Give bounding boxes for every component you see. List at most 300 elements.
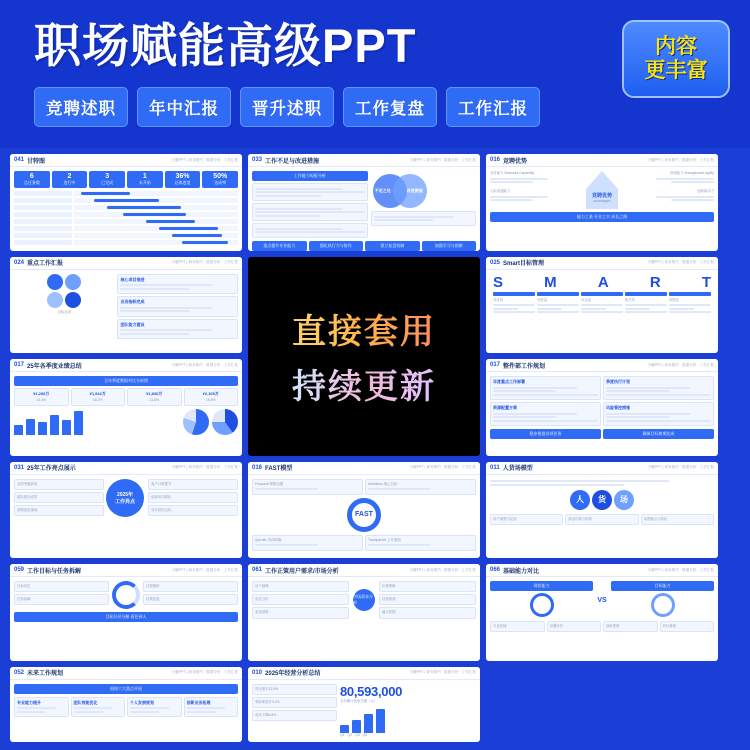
arrow-column: [562, 171, 641, 209]
footer-1: 确保目标如期达成: [603, 429, 714, 439]
smart-col-4: [669, 292, 711, 315]
donut-center: [106, 479, 144, 517]
slide-body: [248, 475, 480, 555]
slide-meta: 天曜PPT | 商务简约 · 数据分析 · 工作汇报: [409, 157, 476, 162]
slide-header: [10, 359, 242, 372]
kpi-value: 2: [67, 173, 72, 180]
quarter-value: ¥1,542万: [89, 391, 106, 397]
smart-col-0: [493, 292, 535, 315]
slide-number: 031: [14, 464, 25, 471]
block-title: 资源配置方案: [493, 405, 517, 411]
slide-meta: 天曜PPT | 商务简约 · 数据分析 · 工作汇报: [409, 567, 476, 572]
item-label: Transparent 公开透明: [368, 537, 401, 542]
donut-wrap: [106, 479, 146, 517]
pgp-circle-0: 人: [570, 490, 590, 510]
corner-label-1: 管理能力 Management Agility: [669, 171, 715, 175]
slide-header: [248, 667, 480, 680]
cycle-step-3: [143, 594, 238, 605]
right-column: [642, 171, 714, 209]
left-column: [252, 171, 368, 238]
cycle-graphic: [111, 581, 141, 609]
pgp-desc-0: [490, 514, 563, 525]
smart-col-label: 具体的: [493, 297, 504, 302]
slide-number: 059: [14, 567, 25, 574]
gantt-task-label: [14, 219, 72, 224]
vs-bottom-row: [490, 621, 714, 632]
fast-item-0: [252, 479, 363, 495]
bottom-card-0[interactable]: 重点提升专业能力: [252, 241, 307, 251]
slide-body: [10, 475, 242, 521]
corner-label-2: 人际沟通能力: [490, 189, 511, 194]
gantt-task-label: [14, 198, 72, 203]
hub-node-2: [252, 607, 349, 618]
smart-letter-0: S: [493, 273, 504, 291]
slide-title: 未来工作规划: [27, 671, 64, 678]
card-title: 团队能力建设: [120, 321, 145, 327]
vs-left-radar-icon: [530, 593, 554, 617]
plan-card-0[interactable]: [14, 697, 69, 718]
pgp-circles: [490, 490, 714, 510]
item-label: 业绩突破新高: [17, 481, 38, 486]
quarter-bar-chart: [14, 409, 180, 435]
slide-title: 甘特图: [27, 158, 46, 165]
fast-center-label: FAST: [355, 511, 373, 519]
vs-right: [611, 581, 714, 619]
kpi-label: 总任务数: [23, 180, 40, 185]
vs-right-title: 目标能力: [611, 581, 714, 591]
venn-diagram: [371, 171, 476, 211]
content-row: [14, 274, 238, 340]
left-column: [490, 171, 562, 209]
vs-row-1: [547, 621, 602, 632]
gantt-row: [74, 233, 238, 238]
quarter-growth: 12.4%: [36, 398, 47, 403]
smart-letters: [489, 273, 715, 292]
item-label: 流程优化落地: [17, 508, 38, 513]
slide-body: [248, 167, 480, 251]
highlight-4: [148, 492, 238, 503]
slide-title: 25年工作亮点展示: [27, 466, 76, 473]
item-label: Ambitious 雄心目标: [368, 481, 398, 486]
kpi-label: 总体进度: [174, 180, 191, 185]
item-label: 成本管控达标: [151, 508, 172, 513]
slide-thumbnail-010-financial-summary[interactable]: [248, 667, 480, 742]
smart-letter-4: T: [701, 273, 711, 291]
node-label: 渠道洞察: [255, 610, 269, 615]
bar-labels: [340, 733, 476, 738]
left-col: [14, 581, 109, 609]
gantt-kpi-3: [127, 171, 163, 188]
vs-row: [490, 581, 714, 619]
side-item-2: [252, 710, 337, 721]
gantt-row: [74, 226, 238, 231]
slide-thumbnail-031-highlights[interactable]: [10, 462, 242, 559]
vs-right-radar-icon: [651, 593, 675, 617]
card-title: 团队效能优化: [73, 699, 98, 705]
slide-body: [10, 372, 242, 439]
tag-1[interactable]: 年中汇报: [137, 87, 231, 127]
info-card: [252, 223, 368, 238]
pgp-desc-1: [565, 514, 638, 525]
kpi-label: 已完成: [101, 180, 114, 185]
tag-4[interactable]: 工作汇报: [446, 87, 540, 127]
info-card-1: [117, 296, 238, 317]
cycle-step-1: [14, 594, 109, 605]
hub-right: [379, 581, 476, 618]
gantt-task-label: [14, 240, 72, 245]
slide-number: 061: [252, 567, 263, 574]
slide-header: [486, 154, 718, 167]
block-title: 季度执行计划: [606, 379, 630, 385]
slide-thumbnail-061-market-analysis[interactable]: [248, 564, 480, 661]
slide-number: 016: [252, 464, 263, 471]
slide-meta: 天曜PPT | 商务简约 · 数据分析 · 工作汇报: [171, 157, 238, 162]
vs-row-2: [603, 621, 658, 632]
plan-card-1[interactable]: [71, 697, 126, 718]
card-title: 专业能力提升: [17, 699, 41, 705]
highlight-3: [148, 479, 238, 490]
smart-letter-3: R: [649, 273, 661, 291]
block-title: 风险管控措施: [606, 405, 630, 411]
plan-grid: [490, 376, 714, 426]
gantt-task-label: [14, 226, 72, 231]
smart-col-1: [537, 292, 579, 315]
row-label: 沟通协作: [549, 624, 564, 629]
slide-number: 010: [252, 669, 263, 676]
corner-label-3: 创新驱动力: [697, 189, 715, 194]
kpi-label: 未开始: [138, 180, 151, 185]
smart-col-label: 可达成: [581, 297, 592, 302]
slide-number: 017: [14, 362, 25, 369]
side-label: 利润率提升3.2%: [255, 699, 280, 704]
slide-thumbnail-041-gantt[interactable]: [10, 154, 242, 251]
hub-node-1: [252, 594, 349, 605]
big-number: 80,593,000: [340, 683, 403, 699]
number-column: [340, 684, 476, 738]
node-label: 用户画像: [255, 584, 269, 589]
slide-title: 重点工作汇报: [27, 261, 64, 268]
slide-meta: 天曜PPT | 商务简约 · 数据分析 · 工作汇报: [647, 362, 714, 367]
bar-label: Q3: [355, 732, 360, 737]
section-title: 工作能力短板分析: [252, 171, 368, 181]
slide-number: 017: [490, 362, 501, 369]
gantt-task-label: [14, 233, 72, 238]
node-label: 价格策略: [382, 584, 396, 589]
slide-meta: 天曜PPT | 商务简约 · 数据分析 · 工作汇报: [171, 567, 238, 572]
badge-line-2: 更丰富: [644, 59, 708, 82]
slide-thumbnail-011-pgp[interactable]: [486, 462, 718, 559]
highlight-5: [148, 505, 238, 516]
side-label: 成本下降5.8%: [255, 713, 277, 717]
slide-header: [10, 462, 242, 475]
side-label: 同比增长12.5%: [255, 686, 279, 691]
slide-number: 033: [252, 157, 263, 163]
plan-card-2[interactable]: [127, 697, 182, 718]
tag-3[interactable]: 工作复盘: [343, 87, 437, 127]
cycle-ring-icon: [112, 581, 140, 609]
slide-body: [486, 270, 718, 318]
node-label: 痛点挖掘: [382, 610, 396, 615]
slide-thumbnail-016-fast[interactable]: [248, 462, 480, 559]
arrow-center-sub: advantages: [593, 199, 611, 203]
bubble-0: [47, 274, 63, 290]
hub-center: 市场需求分析: [353, 589, 375, 611]
card-title: 个人发展规划: [130, 699, 154, 705]
promo-panel: [248, 257, 480, 456]
highlight-1: [14, 492, 104, 503]
slide-title: Smart目标管理: [503, 261, 545, 268]
smart-col-label: 可度量: [537, 297, 548, 302]
hub-node-4: [379, 594, 476, 605]
bottom-card-row: [252, 241, 476, 251]
gantt-kpi-4: [165, 171, 201, 188]
hub-node-5: [379, 607, 476, 618]
slide-number: 024: [14, 259, 25, 266]
promo-line-1: 直接套用: [292, 304, 436, 353]
slide-thumbnail-016-advantage[interactable]: [486, 154, 718, 251]
quarter-card-1: [71, 388, 126, 406]
fast-item-3: [365, 535, 476, 551]
slide-title: 25年各季度业绩总结: [27, 363, 82, 370]
info-card: [371, 211, 476, 226]
plan-banner: 围绕六大重点开展: [14, 684, 238, 694]
gantt-bars: [74, 191, 238, 247]
slide-title: 工作不足与改进措施: [265, 158, 320, 165]
step-label: 目标设定: [17, 584, 31, 589]
pgp-desc-row: [490, 514, 714, 525]
vs-row-3: [660, 621, 715, 632]
content-row: [252, 171, 476, 238]
plan-card-row: [14, 697, 238, 718]
plan-block-0[interactable]: [490, 376, 601, 400]
content-row: [14, 479, 238, 517]
slide-header: [486, 462, 718, 475]
slide-header: [248, 154, 480, 167]
slide-number: 041: [14, 157, 25, 163]
slide-body: [486, 577, 718, 636]
gantt-chart: [14, 191, 238, 247]
left-items: [14, 479, 104, 516]
slide-number: 016: [490, 157, 501, 163]
donut-line-2: 工作亮点: [114, 498, 135, 505]
cycle-step-2: [143, 581, 238, 592]
slide-thumbnail-024-keywork[interactable]: [10, 257, 242, 354]
step-label: 任务拆解: [17, 597, 31, 602]
info-card: [252, 183, 368, 201]
row-label: 专业技能: [493, 624, 507, 629]
card-title: 创新业务拓展: [186, 699, 211, 705]
item-label: 创新项目孵化: [151, 495, 172, 500]
donut-line-1: 2025年: [116, 491, 134, 498]
tag-2[interactable]: 晋升述职: [240, 87, 334, 127]
bubble-label-0: 目标达成: [57, 309, 71, 314]
slide-thumbnail-025-smart[interactable]: [486, 257, 718, 354]
smart-col-2: [581, 292, 623, 315]
slide-meta: 天曜PPT | 商务简约 · 数据分析 · 工作汇报: [171, 362, 238, 367]
content-row: [490, 171, 714, 209]
step-label: 结果复盘: [146, 597, 160, 602]
plan-block-1[interactable]: [603, 376, 714, 400]
slide-title: 基础能力对比: [503, 568, 540, 575]
smart-col-label: 相关性: [625, 297, 636, 302]
quarter-growth: 15.8%: [205, 398, 216, 403]
gantt-kpi-0: [14, 171, 50, 188]
slide-header: [10, 564, 242, 577]
gantt-kpi-5: [202, 171, 238, 188]
slide-header: [248, 564, 480, 577]
smart-letter-1: M: [544, 273, 557, 291]
info-card-0: [117, 274, 238, 295]
bottom-card-3[interactable]: 加强学习与创新: [422, 241, 477, 251]
plan-block-2[interactable]: [490, 402, 601, 426]
kpi-label: 达成率: [214, 180, 227, 185]
slide-number: 025: [490, 259, 501, 266]
slide-thumbnail-052-future-plan[interactable]: [10, 667, 242, 742]
slide-title: 2025年经营分析总结: [265, 671, 321, 678]
content-row: [252, 684, 476, 738]
gantt-task-labels: [14, 191, 72, 247]
slide-number: 011: [490, 464, 500, 471]
quarter-value-row: [14, 388, 238, 406]
card-column: [117, 274, 238, 340]
badge-line-1: 内容: [655, 34, 697, 58]
slide-title: 工作正策用户需求/市场分析: [265, 568, 339, 575]
venn-label-left: 不足之处: [374, 188, 391, 193]
venn-column: [371, 171, 476, 238]
promo-line-2: 持续更新: [292, 359, 436, 408]
pgp-circle-2: 场: [614, 490, 634, 510]
quarter-value: ¥1,830万: [146, 391, 163, 397]
gantt-row: [74, 205, 238, 210]
gantt-row: [74, 198, 238, 203]
gantt-row: [74, 219, 238, 224]
highlight-0: [14, 479, 104, 490]
poster-header: [0, 0, 750, 148]
quarter-pie-1: [183, 409, 209, 435]
plan-card-3[interactable]: [184, 697, 239, 718]
node-label: 竞品分析: [255, 597, 269, 602]
gantt-row: [74, 240, 238, 245]
bar-label: Q1: [340, 732, 345, 737]
slide-title: FAST模型: [265, 466, 293, 473]
fast-item-1: [365, 479, 476, 495]
slide-body: [486, 372, 718, 443]
smart-letter-2: A: [597, 273, 609, 291]
kpi-value: 6: [29, 173, 34, 180]
hub-node-0: [252, 581, 349, 592]
slide-title: 竞聘优势: [503, 158, 528, 165]
fast-ring: [347, 498, 381, 532]
gantt-task-label: [14, 205, 72, 210]
slide-grid: [0, 148, 750, 750]
slide-thumbnail-033-gaps[interactable]: [248, 154, 480, 251]
smart-columns: [489, 292, 715, 315]
quarter-card-2: [127, 388, 182, 406]
plan-block-3[interactable]: [603, 402, 714, 426]
highlight-2: [14, 505, 104, 516]
gantt-kpi-2: [89, 171, 125, 188]
big-number-label: 全年累计营收总额（元）: [340, 698, 378, 703]
smart-col-label: 时限性: [669, 297, 680, 302]
plan-footer: [490, 429, 714, 439]
pgp-desc-2: [641, 514, 714, 525]
bottom-card-2[interactable]: 建立复盘机制: [365, 241, 420, 251]
slide-body: [486, 167, 718, 226]
footer-0: 稳步推进各项任务: [490, 429, 601, 439]
side-item-0: [252, 684, 337, 695]
hub-node-3: [379, 581, 476, 592]
vs-left-title: 现状能力: [490, 581, 593, 591]
gantt-task-label: [14, 212, 72, 217]
desc-label: 用户洞察与运营: [493, 516, 517, 521]
quarter-card-3: [184, 388, 239, 406]
slide-thumbnail-059-goal-breakdown[interactable]: [10, 564, 242, 661]
desc-label: 商品结构与供给: [568, 516, 593, 521]
slide-meta: 天曜PPT | 商务简约 · 数据分析 · 工作汇报: [647, 157, 714, 162]
slide-thumbnail-066-ability-compare[interactable]: [486, 564, 718, 661]
gantt-row: [74, 212, 238, 217]
slide-number: 066: [490, 567, 501, 574]
hub-row: [252, 581, 476, 618]
slide-body: [486, 475, 718, 529]
tag-0[interactable]: 竞聘述职: [34, 87, 128, 127]
desc-label: 场景触达与转化: [643, 516, 668, 521]
right-items: [148, 479, 238, 516]
item-label: Specific 具体明确: [255, 537, 282, 542]
smart-col-3: [625, 292, 667, 315]
slide-meta: 天曜PPT | 商务简约 · 数据分析 · 工作汇报: [647, 567, 714, 572]
gantt-kpi-row: [14, 171, 238, 188]
venn-label-right: 改进措施: [406, 188, 423, 193]
bubble-2: [47, 292, 63, 308]
slide-header: [486, 257, 718, 270]
kpi-value: 36%: [175, 173, 190, 180]
item-label: 客户口碑提升: [151, 481, 172, 486]
vs-left: [490, 581, 593, 619]
quarter-card-0: [14, 388, 69, 406]
block-title: 年度重点工作部署: [493, 379, 525, 385]
slide-body: [248, 680, 480, 742]
slide-thumbnail-017-workplan[interactable]: [486, 359, 718, 456]
vs-label: VS: [597, 596, 607, 604]
slide-header: [486, 564, 718, 577]
content-badge: [622, 20, 730, 98]
slide-header: [10, 154, 242, 167]
slide-meta: 天曜PPT | 商务简约 · 数据分析 · 工作汇报: [409, 465, 476, 470]
bubble-column: [14, 274, 114, 340]
top-row: [252, 479, 476, 495]
fast-item-2: [252, 535, 363, 551]
slide-meta: 天曜PPT | 商务简约 · 数据分析 · 工作汇报: [171, 670, 238, 675]
slide-title: 整件部工作规划: [503, 363, 546, 370]
gantt-kpi-1: [52, 171, 88, 188]
cycle-note: 目标层层分解 责任到人: [14, 612, 238, 622]
info-card-2: [117, 319, 238, 340]
slide-body: [10, 680, 242, 722]
revenue-bar-chart: [340, 707, 476, 733]
card-title: 核心项目推进: [120, 276, 145, 282]
bottom-card-1[interactable]: 强化执行力与协作: [309, 241, 364, 251]
arrow-center-label: 竞聘优势: [591, 193, 612, 199]
info-card: [252, 203, 368, 221]
chart-row: [14, 409, 238, 435]
slide-header: [248, 462, 480, 475]
vs-row-0: [490, 621, 545, 632]
row-label: 创新思维: [606, 624, 620, 629]
slide-body: [248, 577, 480, 622]
slide-thumbnail-017-quarterly[interactable]: [10, 359, 242, 456]
arrow-body: [586, 189, 618, 209]
